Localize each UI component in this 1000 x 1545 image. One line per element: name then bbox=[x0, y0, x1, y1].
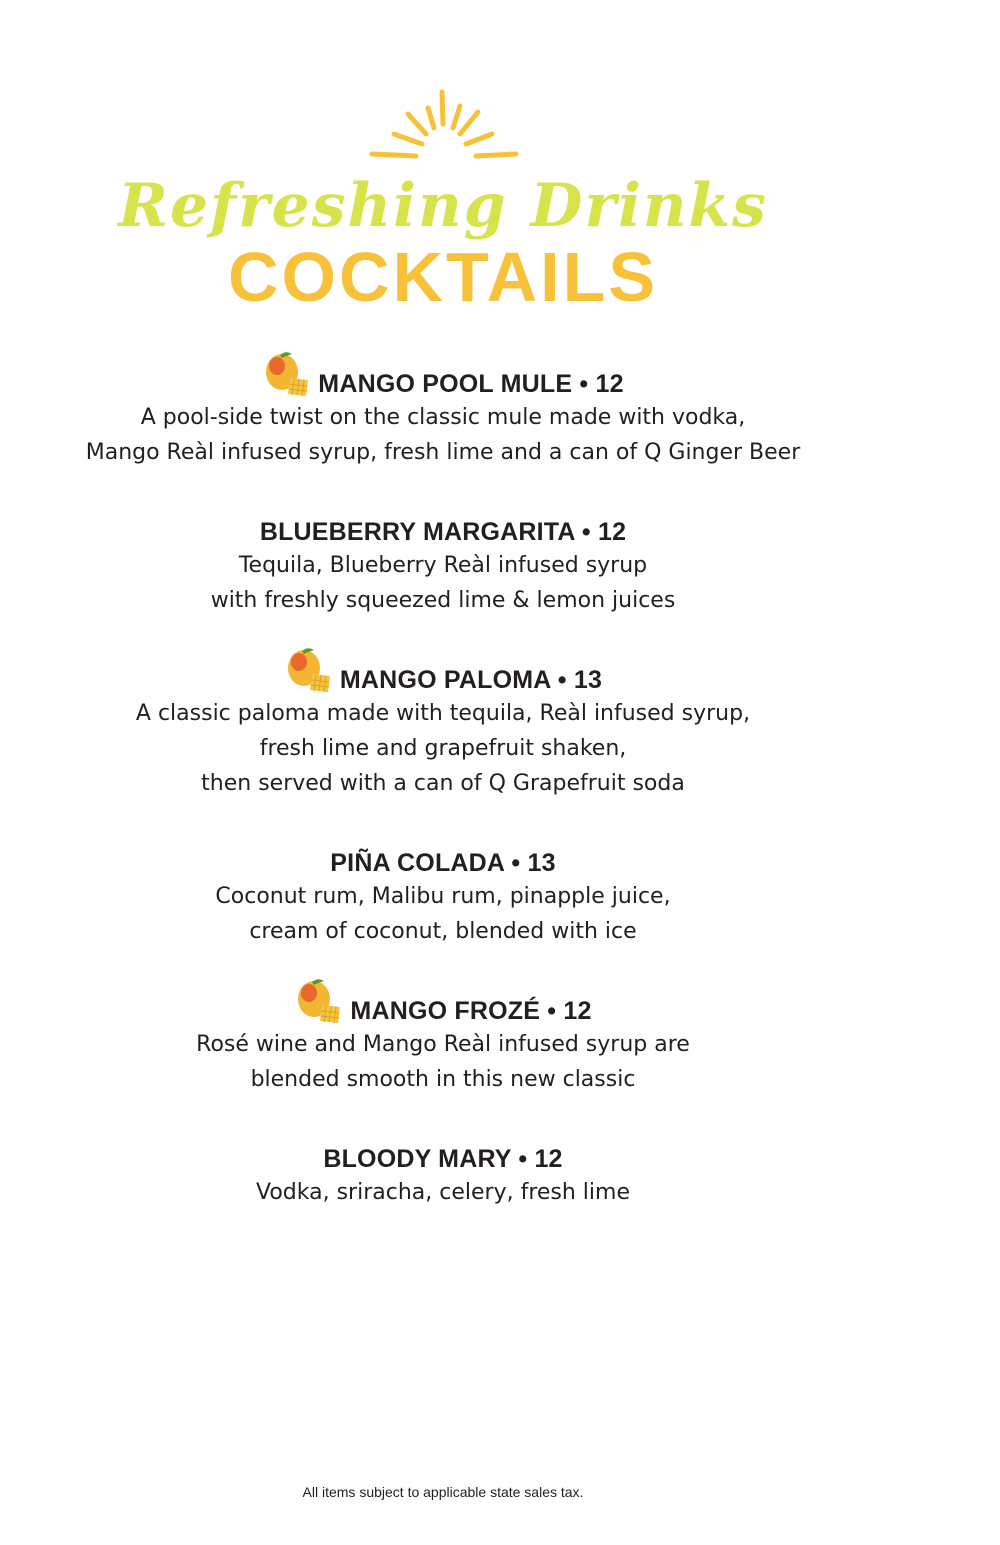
page-title: COCKTAILS bbox=[227, 238, 659, 316]
menu-item-title: BLOODY MARY • 12 bbox=[323, 1145, 563, 1173]
menu-item bbox=[0, 973, 886, 1097]
menu-item-description: cream of coconut, blended with ice bbox=[249, 919, 637, 944]
menu-item-title: MANGO FROZÉ • 12 bbox=[350, 997, 592, 1025]
menu-item-heading bbox=[0, 973, 886, 1027]
menu-item-description: with freshly squeezed lime & lemon juices bbox=[210, 588, 676, 613]
menu-item-title: MANGO PALOMA • 13 bbox=[339, 666, 603, 694]
menu-item-description: Coconut rum, Malibu rum, pinapple juice, bbox=[215, 884, 671, 909]
menu-item-description: then served with a can of Q Grapefruit soda bbox=[201, 771, 685, 796]
menu-item bbox=[0, 346, 886, 470]
menu-item-description: Tequila, Blueberry Reàl infused syrup bbox=[238, 553, 648, 578]
menu-header bbox=[0, 0, 886, 320]
mango-icon bbox=[294, 977, 344, 1027]
menu-item-description: Mango Reàl infused syrup, fresh lime and a can of Q Ginger Beer bbox=[85, 440, 801, 465]
script-title: Refreshing Drinks bbox=[118, 171, 768, 241]
mango-icon bbox=[262, 350, 312, 400]
menu-item-description: A pool-side twist on the classic mule made with vodka, bbox=[140, 405, 746, 430]
tax-note: All items subject to applicable state sales tax. bbox=[302, 1484, 584, 1500]
menu-item-description: blended smooth in this new classic bbox=[250, 1067, 636, 1092]
menu-item-heading bbox=[0, 825, 886, 879]
mango-icon bbox=[284, 646, 334, 696]
cocktail-list bbox=[0, 346, 886, 1234]
menu-item bbox=[0, 1121, 886, 1210]
menu-item bbox=[0, 494, 886, 618]
menu-item bbox=[0, 642, 886, 801]
menu-item-heading bbox=[0, 642, 886, 696]
menu-item bbox=[0, 825, 886, 949]
menu-item-heading bbox=[0, 1121, 886, 1175]
menu-item-title: MANGO POOL MULE • 12 bbox=[318, 370, 624, 398]
menu-item-heading bbox=[0, 346, 886, 400]
sunburst-icon bbox=[360, 84, 530, 164]
menu-item-heading bbox=[0, 494, 886, 548]
menu-item-description: Rosé wine and Mango Reàl infused syrup are bbox=[196, 1032, 690, 1057]
menu-item-description: Vodka, sriracha, celery, fresh lime bbox=[256, 1180, 630, 1205]
menu-item-title: BLUEBERRY MARGARITA • 12 bbox=[259, 518, 627, 546]
menu-item-description: A classic paloma made with tequila, Reàl infused syrup, bbox=[135, 701, 751, 726]
menu-item-description: fresh lime and grapefruit shaken, bbox=[259, 736, 627, 761]
menu-item-title: PIÑA COLADA • 13 bbox=[330, 849, 556, 877]
